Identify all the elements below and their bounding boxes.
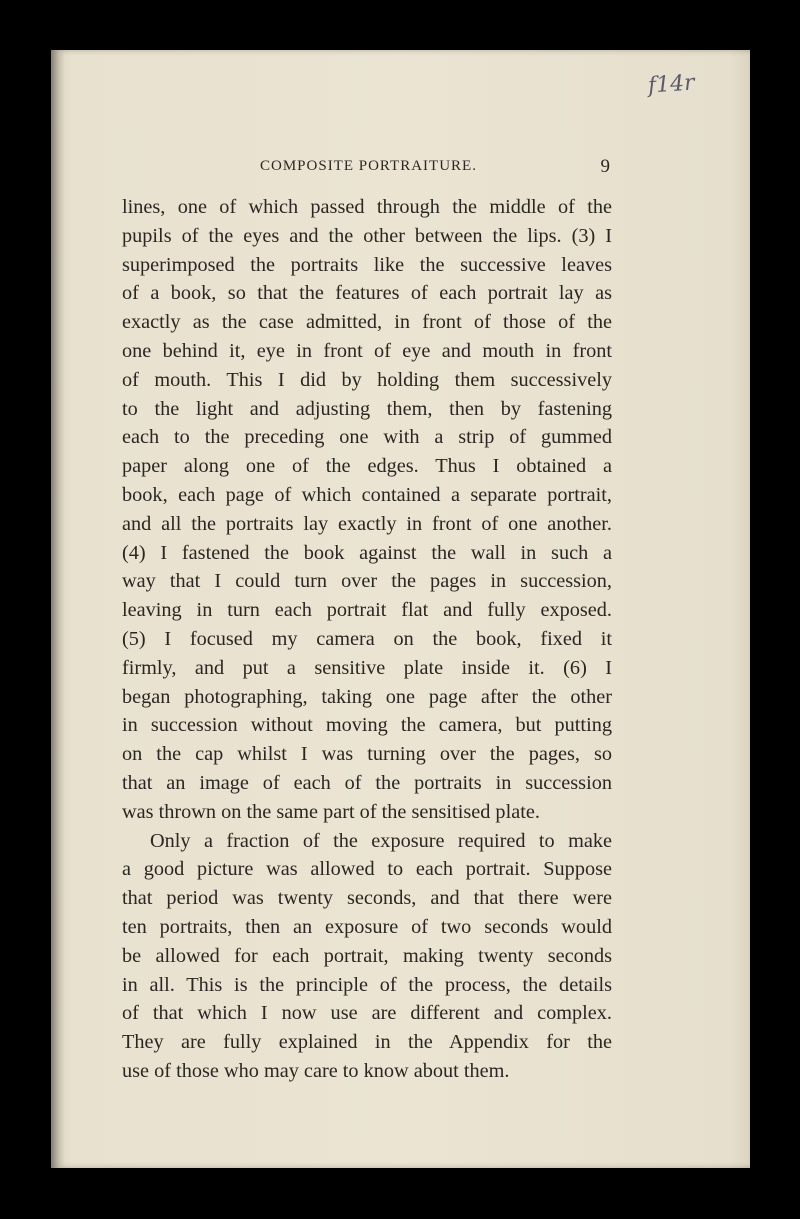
text-line: began photographing, taking one page after the other bbox=[122, 685, 612, 708]
text-line: lines, one of which passed through the middle of the bbox=[122, 196, 612, 218]
text-line: pupils of the eyes and the other between the lips. (3) I bbox=[122, 224, 612, 247]
page-gutter-shadow bbox=[51, 50, 65, 1168]
text-line: that an image of each of the portraits in succession bbox=[122, 771, 612, 794]
text-line: a good picture was allowed to each portrait. Suppose bbox=[122, 858, 612, 881]
text-line: was thrown on the same part of the sensitised plate. bbox=[122, 800, 540, 823]
text-line: of that which I now use are different and complex. bbox=[122, 1002, 612, 1025]
text-line: one behind it, eye in front of eye and mouth in front bbox=[122, 339, 612, 362]
text-line: way that I could turn over the pages in succession, bbox=[122, 570, 612, 593]
text-line: of a book, so that the features of each portrait lay as bbox=[122, 282, 612, 305]
text-line: firmly, and put a sensitive plate inside it. (6) I bbox=[122, 656, 612, 679]
body-text bbox=[122, 193, 612, 1086]
handwritten-folio-number: f14r bbox=[647, 70, 696, 99]
text-line: leaving in turn each portrait flat and fully exposed. bbox=[122, 599, 612, 622]
text-line: superimposed the portraits like the successive leaves bbox=[122, 253, 612, 276]
text-line: each to the preceding one with a strip of gummed bbox=[122, 426, 612, 449]
text-line: They are fully explained in the Appendix for the bbox=[122, 1031, 612, 1054]
text-line: Only a fraction of the exposure required to make bbox=[150, 829, 612, 852]
text-line: use of those who may care to know about them. bbox=[122, 1059, 510, 1082]
text-line: on the cap whilst I was turning over the pages, so bbox=[122, 743, 612, 766]
text-line: in all. This is the principle of the process, the details bbox=[122, 973, 612, 996]
text-line: of mouth. This I did by holding them successively bbox=[122, 368, 612, 391]
running-head bbox=[122, 156, 610, 182]
paragraph-1 bbox=[122, 193, 612, 827]
page-number: 9 bbox=[600, 156, 610, 177]
text-line: be allowed for each portrait, making twenty seconds bbox=[122, 944, 612, 967]
text-line: (5) I focused my camera on the book, fixed it bbox=[122, 627, 612, 650]
text-line: in succession without moving the camera, but putting bbox=[122, 714, 612, 737]
text-line: exactly as the case admitted, in front of those of the bbox=[122, 311, 612, 334]
text-line: that period was twenty seconds, and that there were bbox=[122, 887, 612, 910]
text-line: to the light and adjusting them, then by fastening bbox=[122, 397, 612, 420]
text-line: paper along one of the edges. Thus I obtained a bbox=[122, 455, 612, 478]
paragraph-2 bbox=[122, 827, 612, 1086]
text-line: ten portraits, then an exposure of two seconds would bbox=[122, 915, 612, 938]
text-line: (4) I fastened the book against the wall in such a bbox=[122, 541, 612, 564]
text-line: book, each page of which contained a separate portrait, bbox=[122, 483, 612, 506]
text-line: and all the portraits lay exactly in front of one another. bbox=[122, 512, 612, 535]
running-head-title: COMPOSITE PORTRAITURE. bbox=[260, 158, 477, 174]
